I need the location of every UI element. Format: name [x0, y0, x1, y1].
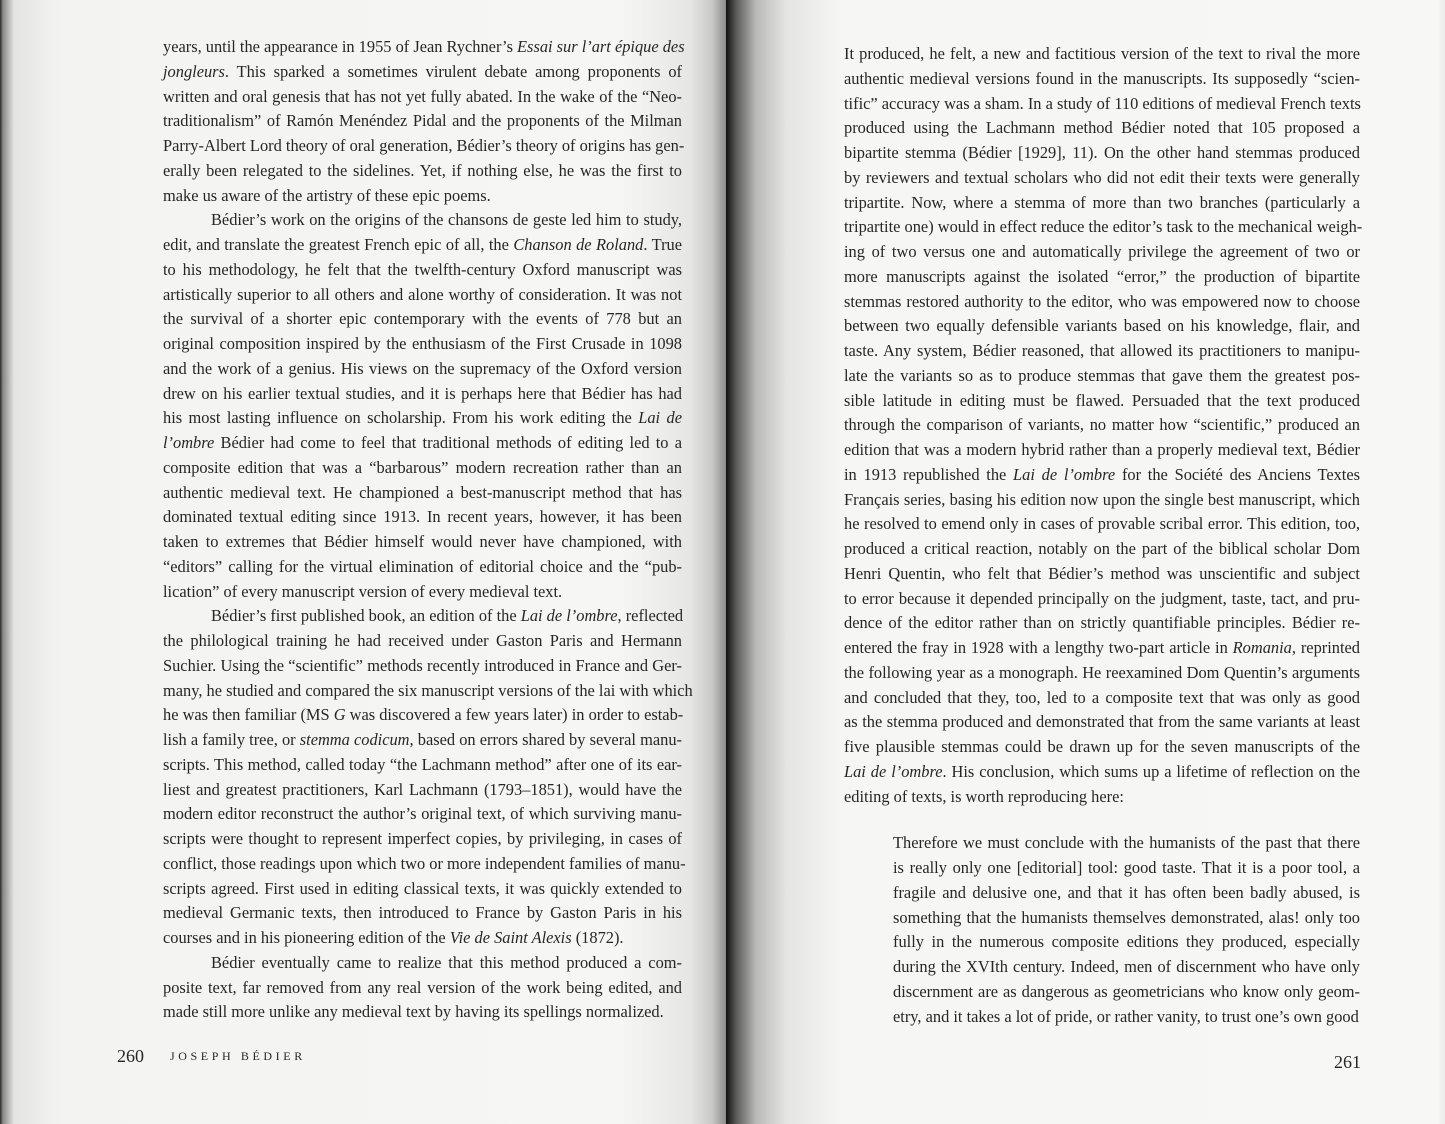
left-page-line: he was then familiar (MS G was discovered a few years later) in order to estab- — [163, 705, 684, 725]
left-page-line: the survival of a shorter epic contemporary with the events of 778 but an — [163, 309, 682, 329]
left-page-line: traditionalism” of Ramón Menéndez Pidal and the proponents of the Milman — [163, 111, 682, 131]
left-page-line: erally been relegated to the sidelines. Yet, if nothing else, he was the first to — [163, 160, 682, 180]
right-page-line: five plausible stemmas could be drawn up for the seven manuscripts of the — [844, 737, 1360, 756]
right-page-line: in 1913 republished the Lai de l’ombre for the Société des Anciens Textes — [844, 464, 1360, 484]
right-page-line: edition that was a modern hybrid rather than a properly medieval text, Bédier — [844, 440, 1360, 459]
right-page-line: the following year as a monograph. He reexamined Dom Quentin’s arguments — [844, 662, 1360, 682]
left-page-line: original composition inspired by the enthusiasm of the First Crusade in 1098 — [163, 334, 682, 353]
quote-line: is really only one [editorial] tool: good taste. That it is a poor tool, a — [893, 858, 1360, 877]
right-page-line: editing of texts, is worth reproducing here: — [844, 786, 1124, 806]
left-page-line: and the work of a genius. His views on the supremacy of the Oxford version — [163, 358, 682, 378]
left-page-line: lish a family tree, or stemma codicum, based on errors shared by several manu- — [163, 730, 682, 749]
quote-line: Therefore we must conclude with the humanists of the past that there — [893, 833, 1360, 853]
right-page-body — [844, 42, 1363, 1029]
right-page-line: authentic medieval versions found in the manuscripts. Its supposedly “scien- — [844, 68, 1360, 88]
left-page-line: the philological training he had received under Gaston Paris and Hermann — [163, 631, 682, 650]
right-page-line: by reviewers and textual scholars who did not edit their texts were generally — [844, 167, 1360, 187]
block-quote — [844, 831, 1360, 1029]
left-page-line: scripts agreed. First used in editing classical texts, it was quickly extended to — [163, 878, 682, 898]
left-page-line: “editors” calling for the virtual elimination of editorial choice and the “pub- — [163, 556, 682, 576]
right-page-line: sible latitude in editing must be flawed. Persuaded that the text produced — [844, 390, 1360, 410]
right-page-line: produced a critical reaction, notably on the part of the biblical scholar Dom — [844, 539, 1360, 558]
right-page-line: Lai de l’ombre. His conclusion, which sums up a lifetime of reflection on the — [844, 761, 1360, 781]
left-page-line: to his methodology, he felt that the twelfth-century Oxford manuscript was — [163, 259, 682, 279]
left-page-line: composite edition that was a “barbarous” modern recreation rather than an — [163, 457, 682, 477]
left-page-line: edit, and translate the greatest French epic of all, the Chanson de Roland. True — [163, 235, 682, 254]
left-page-line: Bédier’s first published book, an edition of the Lai de l’ombre, reflected — [211, 606, 684, 626]
right-page-line: Henri Quentin, who felt that Bédier’s method was unscientific and subject — [844, 563, 1360, 583]
left-page-body — [163, 35, 693, 1025]
right-page-number: 261 — [1334, 1052, 1361, 1072]
left-page-line: years, until the appearance in 1955 of Jean Rychner’s Essai sur l’art épique des — [163, 37, 685, 56]
quote-line: fully in the numerous composite editions they produced, especially — [893, 932, 1360, 952]
left-page-line: lication” of every manuscript version of every medieval text. — [163, 581, 563, 601]
left-page-line: made still more unlike any medieval text by having its spellings normalized. — [163, 1002, 664, 1022]
left-page-line: Parry-Albert Lord theory of oral generation, Bédier’s theory of origins has gen- — [163, 136, 685, 155]
quote-line: etry, and it takes a lot of pride, or rather vanity, to trust one’s own good — [893, 1006, 1359, 1026]
left-page-line: courses and in his pioneering edition of the Vie de Saint Alexis (1872). — [163, 928, 624, 947]
right-page-line: late the variants so as to produce stemmas that gave them the greatest pos- — [844, 365, 1360, 385]
right-page-line: bipartite stemma (Bédier [1929], 11). On the other hand stemmas produced — [844, 143, 1360, 162]
right-page-line: dence of the editor rather than on strictly quantifiable principles. Bédier re- — [844, 613, 1360, 633]
left-page-line: jongleurs. This sparked a sometimes virulent debate among proponents of — [163, 61, 682, 81]
left-page-line: posite text, far removed from any real version of the work being edited, and — [163, 977, 682, 997]
left-page-line: Suchier. Using the “scientific” methods recently introduced in France and Ger- — [163, 655, 682, 675]
left-page-line: conflict, those readings upon which two or more independent families of manu- — [163, 853, 686, 873]
right-page-line: to error because it depended principally on the judgment, taste, tact, and pru- — [844, 588, 1360, 608]
right-page-line: It produced, he felt, a new and factitious version of the text to rival the more — [844, 44, 1360, 63]
right-page-line: and concluded that they, too, led to a composite text that was only as good — [844, 687, 1360, 707]
right-page-line: as the stemma produced and demonstrated that from the same variants at least — [844, 712, 1360, 732]
left-page-line: Bédier eventually came to realize that this method produced a com- — [211, 952, 682, 972]
left-page-line: written and oral genesis that has not yet fully abated. In the wake of the “Neo- — [163, 86, 682, 106]
left-page-line: drew on his earlier textual studies, and it is perhaps here that Bédier has had — [163, 383, 682, 403]
left-page-line: Bédier’s work on the origins of the chansons de geste led him to study, — [211, 210, 682, 230]
left-page-line: authentic medieval text. He championed a best-manuscript method that has — [163, 482, 682, 502]
right-page-line: tific” accuracy was a sham. In a study of 110 editions of medieval French texts — [844, 93, 1361, 113]
block-quote-spacer — [844, 809, 1360, 831]
right-page-line: tripartite one) would in effect reduce the editor’s task to the mechanical weigh- — [844, 217, 1363, 237]
right-page-line: produced using the Lachmann method Bédier noted that 105 proposed a — [844, 118, 1360, 138]
left-page-line: l’ombre Bédier had come to feel that traditional methods of editing led to a — [163, 433, 682, 452]
right-page — [726, 0, 1445, 1124]
left-page-line: his most lasting influence on scholarship. From his work editing the Lai de — [163, 408, 682, 428]
right-page-line: Français series, basing his edition now upon the single best manuscript, which — [844, 489, 1360, 509]
left-page-line: modern editor reconstruct the author’s original text, of which surviving manu- — [163, 804, 682, 824]
left-page-line: scripts were thought to represent imperfect copies, by privileging, in cases of — [163, 829, 682, 848]
right-page-line: between two equally defensible variants based on his knowledge, flair, and — [844, 316, 1360, 336]
left-page-line: artistically superior to all others and alone worthy of consideration. It was not — [163, 284, 682, 304]
quote-line: during the XVIth century. Indeed, men of discernment who have only — [893, 957, 1360, 976]
left-page-line: make us aware of the artistry of these epic poems. — [163, 185, 491, 205]
left-page-line: medieval Germanic texts, then introduced to France by Gaston Paris in his — [163, 903, 682, 923]
left-page-line: scripts. This method, called today “the Lachmann method” after one of its ear- — [163, 754, 682, 774]
quote-line: fragile and delusive one, and that it has often been badly abused, is — [893, 882, 1360, 902]
right-page-line: entered the fray in 1928 with a lengthy two-part article in Romania, reprinted — [844, 638, 1360, 657]
right-page-line: through the comparison of variants, no matter how “scientific,” produced an — [844, 415, 1360, 435]
left-page-line: many, he studied and compared the six manuscript versions of the lai with which — [163, 680, 693, 700]
quote-line: discernment are as dangerous as geometricians who know only geom- — [893, 981, 1360, 1001]
left-page-line: taken to extremes that Bédier himself would never have championed, with — [163, 532, 682, 551]
right-page-line: stemmas restored authority to the editor, who was empowered now to choose — [844, 291, 1360, 311]
running-head: JOSEPH BÉDIER — [170, 1049, 306, 1063]
right-page-line: he resolved to emend only in cases of provable scribal error. This edition, too, — [844, 514, 1360, 534]
right-page-line: more manuscripts against the isolated “error,” the production of bipartite — [844, 266, 1360, 286]
right-page-line: tripartite. Now, where a stemma of more than two branches (particularly a — [844, 192, 1360, 212]
left-page-number: 260 — [117, 1046, 144, 1066]
left-page-line: liest and greatest practitioners, Karl Lachmann (1793–1851), would have the — [163, 779, 682, 799]
right-page-line: taste. Any system, Bédier reasoned, that allowed its practitioners to manipu- — [844, 341, 1360, 360]
quote-line: something that the humanists themselves demonstrated, alas! only too — [893, 907, 1360, 927]
left-page-line: dominated textual editing since 1913. In recent years, however, it has been — [163, 507, 682, 527]
right-page-line: ing of two versus one and automatically privilege the agreement of two or — [844, 242, 1360, 261]
